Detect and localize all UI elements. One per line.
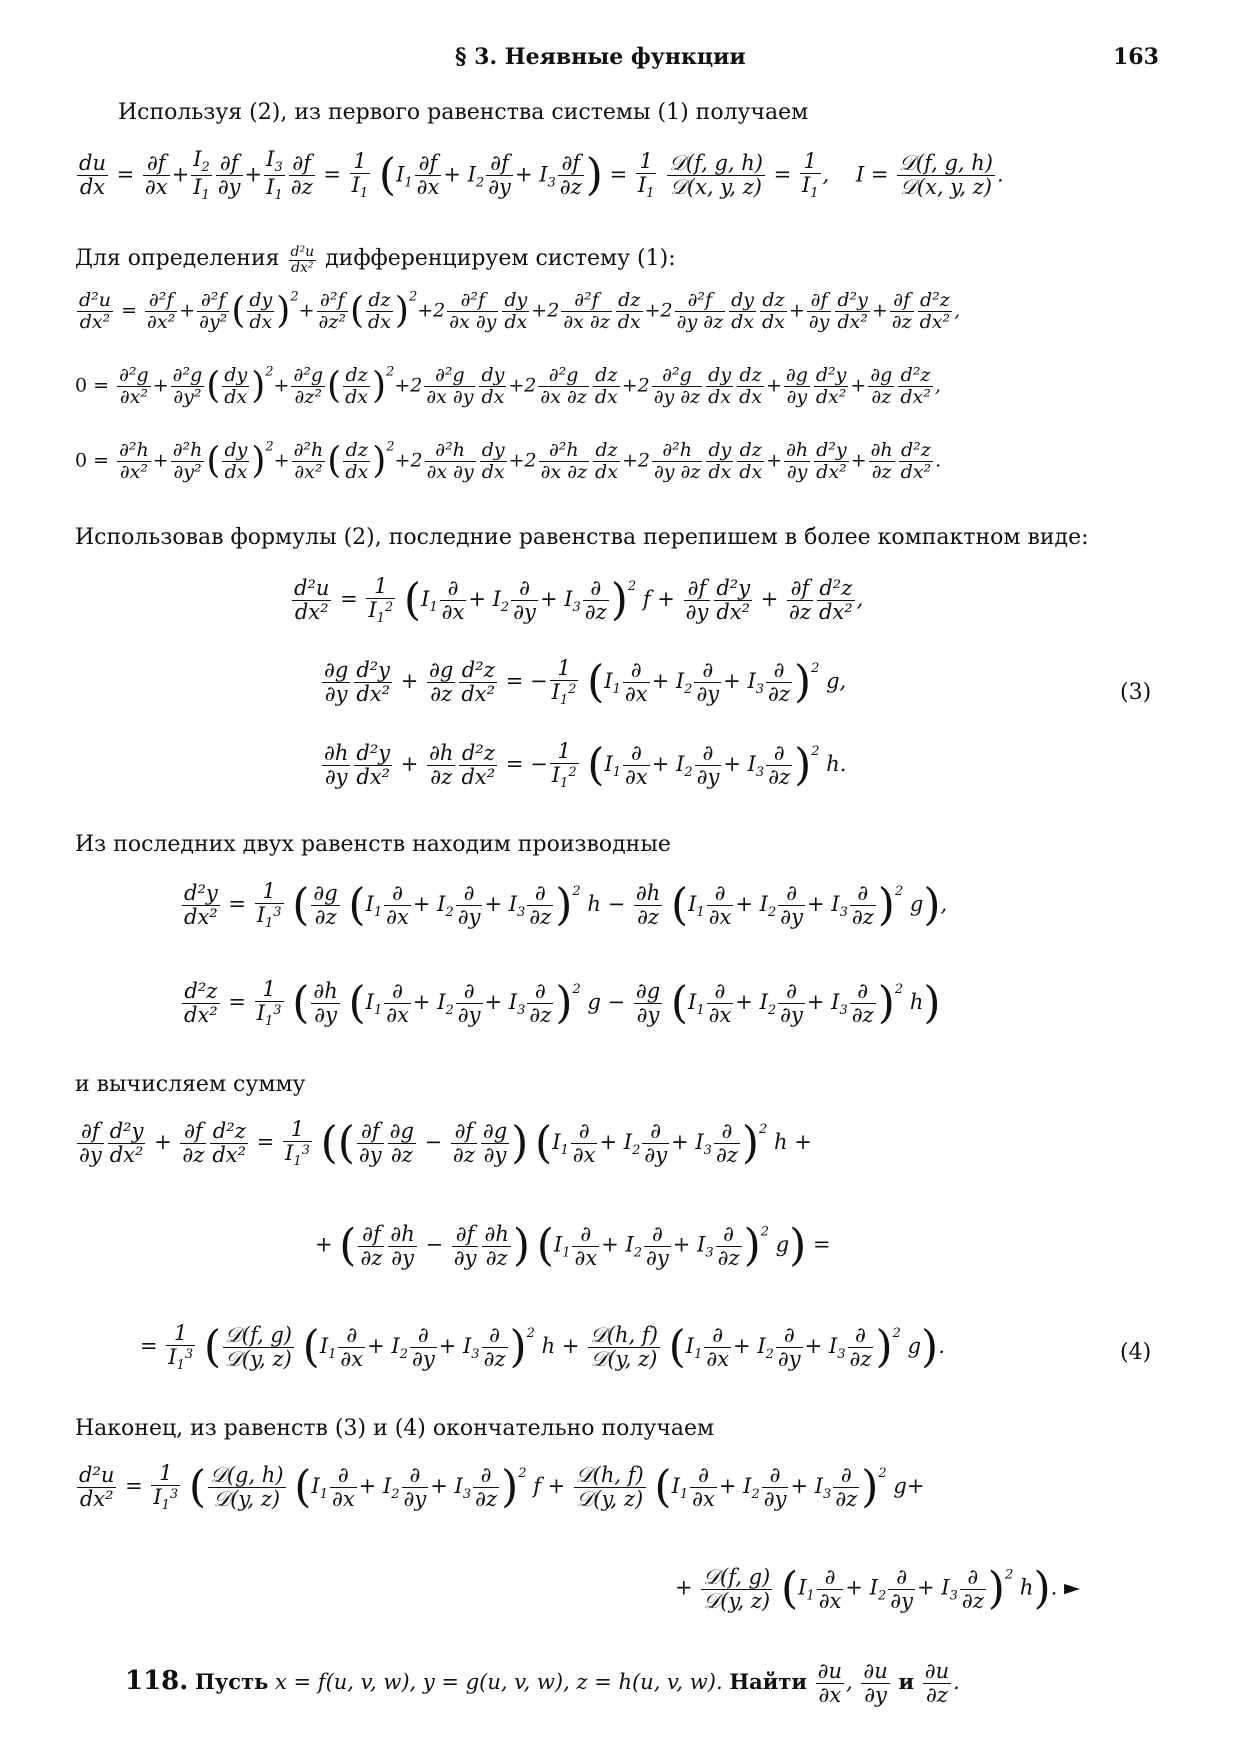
paragraph-4: Из последних двух равенств находим производные	[75, 832, 671, 857]
running-title: § 3. Неявные функции	[455, 44, 746, 70]
text-eq-du	[0, 0, 1, 1]
paragraph-2-lead: Для определения	[75, 245, 280, 271]
paragraph-2: Для определения $\frac{\text{d²u}}{\text{dx²}}$ дифференцируем систему (1):	[75, 244, 676, 277]
problem-118: 118. Пусть x = f(u, v, w), y = g(u, v, w), z = h(u, v, w). Найти $\frac{\partial u}{\partial x}$ , $\frac{\partial u}{\partial y}$ и $\frac{\partial u}{\partial z}$ .	[125, 1659, 960, 1708]
end-of-solution-marker: ►	[1063, 1575, 1081, 1600]
page-number: 163	[1113, 44, 1159, 70]
equation-final-b: + $\frac{\text{𝒟(f, g)}}{\text{𝒟(y, z)}}$ ($I_1$ $\frac{\partial}{\partial x}$ + $I_2$ $\frac{\partial}{\partial y}$ + $I_3$ $\frac{\partial}{\partial z}$ )$^2$ h). ►	[675, 1563, 1081, 1614]
paragraph-6: Наконец, из равенств (3) и (4) окончательно получаем	[75, 1416, 715, 1441]
paragraph-3: Использовав формулы (2), последние равенства перепишем в более компактном виде:	[75, 525, 1089, 550]
equation-4a: $\frac{\partial f}{\partial y}$ $\frac{\text{d²y}}{\text{dx²}}$ + $\frac{\partial f}{\partial z}$ $\frac{\text{d²z}}{\text{dx²}}$ = $\frac{1}{I_1^3}$ (( $\frac{\partial f}{\partial y}$ $\frac{\partial g}{\partial z}$ − $\frac{\partial f}{\partial z}$ $\frac{\partial g}{\partial y}$ ) ($I_1$ $\frac{\partial}{\partial x}$ + $I_2$ $\frac{\partial}{\partial y}$ + $I_3$ $\frac{\partial}{\partial z}$ )$^2$ h +	[79, 1117, 812, 1170]
equation-3a: $\frac{\text{d²u}}{\text{dx²}}$ = $\frac{1}{I_1^2}$ ($I_1$ $\frac{\partial}{\partial x}$ + $I_2$ $\frac{\partial}{\partial y}$ + $I_3$ $\frac{\partial}{\partial z}$ )$^2$ f + $\frac{\partial f}{\partial y}$ $\frac{\text{d²y}}{\text{dx²}}$ + $\frac{\partial f}{\partial z}$ $\frac{\text{d²z}}{\text{dx²}}$ ,	[294, 574, 864, 627]
equation-final-a: $\frac{\text{d²u}}{\text{dx²}}$ = $\frac{1}{I_1^3}$ ( $\frac{\text{𝒟(g, h)}}{\text{𝒟(y, z)}}$ ($I_1$ $\frac{\partial}{\partial x}$ + $I_2$ $\frac{\partial}{\partial y}$ + $I_3$ $\frac{\partial}{\partial z}$ )$^2$ f + $\frac{\text{𝒟(h, f)}}{\text{𝒟(y, z)}}$ ($I_1$ $\frac{\partial}{\partial x}$ + $I_2$ $\frac{\partial}{\partial y}$ + $I_3$ $\frac{\partial}{\partial z}$ )$^2$ g+	[79, 1461, 925, 1514]
equation-3b: $\frac{\partial g}{\partial y}$ $\frac{\text{d²y}}{\text{dx²}}$ + $\frac{\partial g}{\partial z}$ $\frac{\text{d²z}}{\text{dx²}}$ = − $\frac{1}{I_1^2}$ ($I_1$ $\frac{\partial}{\partial x}$ + $I_2$ $\frac{\partial}{\partial y}$ + $I_3$ $\frac{\partial}{\partial z}$ )$^2$ g,	[324, 656, 847, 709]
equation-du-dx: $\frac{du}{dx}$ = $\frac{\partial f}{\partial x}$ + $\frac{I_2}{I_1}$ $\frac{\partial f}{\partial y}$ + $\frac{I_3}{I_1}$ $\frac{\partial f}{\partial z}$ = $\frac{1}{I_1}$ ($I_1$ $\frac{\partial f}{\partial x}$ + $I_2$ $\frac{\partial f}{\partial y}$ + $I_3$ $\frac{\partial f}{\partial z}$ ) = $\frac{1}{I_1}$ $\frac{\text{𝒟(f, g, h)}}{\text{𝒟(x, y, z)}}$ = $\frac{1}{I_1}$ , I = $\frac{\text{𝒟(f, g, h)}}{\text{𝒟(x, y, z)}}$ .	[79, 147, 1004, 204]
page-header	[0, 40, 1239, 80]
equation-4b: + ( $\frac{\partial f}{\partial z}$ $\frac{\partial h}{\partial y}$ − $\frac{\partial f}{\partial y}$ $\frac{\partial h}{\partial z}$ ) ($I_1$ $\frac{\partial}{\partial x}$ + $I_2$ $\frac{\partial}{\partial y}$ + $I_3$ $\frac{\partial}{\partial z}$ )$^2$ g) =	[315, 1220, 831, 1271]
paragraph-5: и вычисляем сумму	[75, 1072, 306, 1097]
paragraph-2-tail: дифференцируем систему (1):	[325, 245, 676, 271]
equation-number-3: (3)	[1120, 680, 1152, 705]
equation-d2z: $\frac{\text{d²z}}{\text{dx²}}$ = $\frac{1}{I_1^3}$ ( $\frac{\partial h}{\partial y}$ ($I_1$ $\frac{\partial}{\partial x}$ + $I_2$ $\frac{\partial}{\partial y}$ + $I_3$ $\frac{\partial}{\partial z}$ )$^2$ g − $\frac{\partial g}{\partial y}$ ($I_1$ $\frac{\partial}{\partial x}$ + $I_2$ $\frac{\partial}{\partial y}$ + $I_3$ $\frac{\partial}{\partial z}$ )$^2$ h)	[184, 977, 941, 1030]
equation-4c: = $\frac{1}{I_1^3}$ ( $\frac{\text{𝒟(f, g)}}{\text{𝒟(y, z)}}$ ($I_1$ $\frac{\partial}{\partial x}$ + $I_2$ $\frac{\partial}{\partial y}$ + $I_3$ $\frac{\partial}{\partial z}$ )$^2$ h + $\frac{\text{𝒟(h, f)}}{\text{𝒟(y, z)}}$ ($I_1$ $\frac{\partial}{\partial x}$ + $I_2$ $\frac{\partial}{\partial y}$ + $I_3$ $\frac{\partial}{\partial z}$ )$^2$ g).	[140, 1321, 945, 1374]
paragraph-1: Используя (2), из первого равенства системы (1) получаем	[118, 100, 809, 125]
equation-3c: $\frac{\partial h}{\partial y}$ $\frac{\text{d²y}}{\text{dx²}}$ + $\frac{\partial h}{\partial z}$ $\frac{\text{d²z}}{\text{dx²}}$ = − $\frac{1}{I_1^2}$ ($I_1$ $\frac{\partial}{\partial x}$ + $I_2$ $\frac{\partial}{\partial y}$ + $I_3$ $\frac{\partial}{\partial z}$ )$^2$ h.	[324, 739, 847, 792]
equation-d2y: $\frac{\text{d²y}}{\text{dx²}}$ = $\frac{1}{I_1^3}$ ( $\frac{\partial g}{\partial z}$ ($I_1$ $\frac{\partial}{\partial x}$ + $I_2$ $\frac{\partial}{\partial y}$ + $I_3$ $\frac{\partial}{\partial z}$ )$^2$ h − $\frac{\partial h}{\partial z}$ ($I_1$ $\frac{\partial}{\partial x}$ + $I_2$ $\frac{\partial}{\partial y}$ + $I_3$ $\frac{\partial}{\partial z}$ )$^2$ g),	[184, 879, 948, 932]
system-equation-3: 0 = $\frac{\text{∂²h}}{\text{∂x²}}$ + $\frac{\text{∂²h}}{\text{∂y²}}$ ( $\frac{dy}{dx}$ )$^2$+ $\frac{\text{∂²h}}{\text{∂x²}}$ ( $\frac{dz}{dx}$ )$^2$+2 $\frac{\text{∂²h}}{\partial x \partial y}$ $\frac{dy}{dx}$ +2 $\frac{\text{∂²h}}{\partial x \partial z}$ $\frac{dz}{dx}$ +2 $\frac{\text{∂²h}}{\partial y \partial z}$ $\frac{dy}{dx}$ $\frac{dz}{dx}$ + $\frac{\partial h}{\partial y}$ $\frac{\text{d²y}}{\text{dx²}}$ + $\frac{\partial h}{\partial z}$ $\frac{\text{d²z}}{\text{dx²}}$ .	[75, 439, 942, 483]
system-equation-2: 0 = $\frac{\text{∂²g}}{\text{∂x²}}$ + $\frac{\text{∂²g}}{\text{∂y²}}$ ( $\frac{dy}{dx}$ )$^2$+ $\frac{\text{∂²g}}{\text{∂z²}}$ ( $\frac{dz}{dx}$ )$^2$+2 $\frac{\text{∂²g}}{\partial x \partial y}$ $\frac{dy}{dx}$ +2 $\frac{\text{∂²g}}{\partial x \partial z}$ $\frac{dz}{dx}$ +2 $\frac{\text{∂²g}}{\partial y \partial z}$ $\frac{dy}{dx}$ $\frac{dz}{dx}$ + $\frac{\partial g}{\partial y}$ $\frac{\text{d²y}}{\text{dx²}}$ + $\frac{\partial g}{\partial z}$ $\frac{\text{d²z}}{\text{dx²}}$ ,	[75, 364, 941, 408]
problem-number: 118.	[125, 1666, 189, 1697]
system-equation-1: $\frac{\text{d²u}}{\text{dx²}}$ = $\frac{\text{∂²f}}{\text{∂x²}}$ + $\frac{\text{∂²f}}{\text{∂y²}}$ ( $\frac{dy}{dx}$ )$^2$+ $\frac{\text{∂²f}}{\text{∂z²}}$ ( $\frac{dz}{dx}$ )$^2$+2 $\frac{\text{∂²f}}{\partial x \partial y}$ $\frac{dy}{dx}$ +2 $\frac{\text{∂²f}}{\partial x \partial z}$ $\frac{dz}{dx}$ +2 $\frac{\text{∂²f}}{\partial y \partial z}$ $\frac{dy}{dx}$ $\frac{dz}{dx}$ + $\frac{\partial f}{\partial y}$ $\frac{\text{d²y}}{\text{dx²}}$ + $\frac{\partial f}{\partial z}$ $\frac{\text{d²z}}{\text{dx²}}$ ,	[79, 289, 961, 333]
equation-number-4: (4)	[1120, 1340, 1152, 1365]
